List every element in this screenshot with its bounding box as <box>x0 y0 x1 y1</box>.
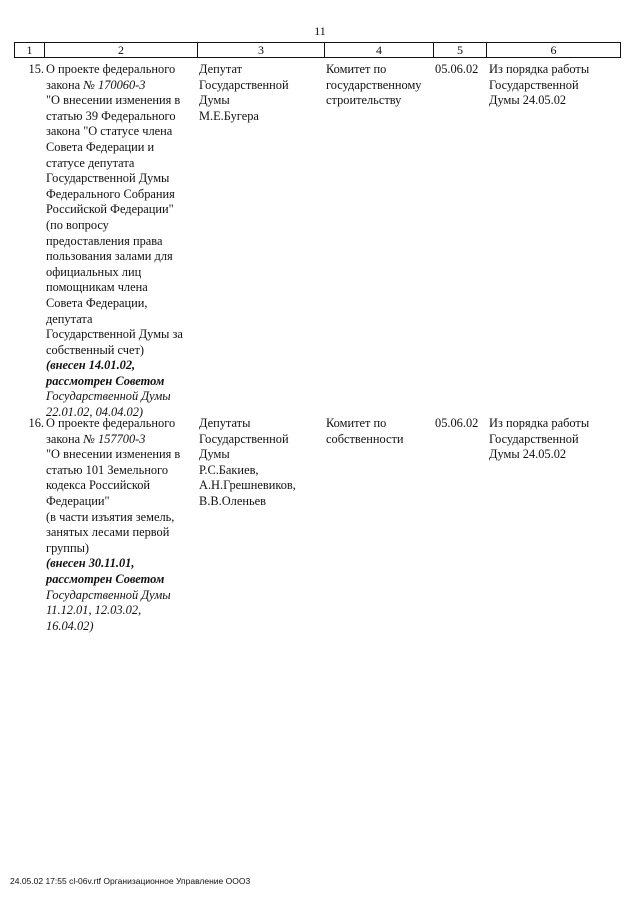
cell-line: Государственной <box>199 431 289 446</box>
cell-line: (по вопросу <box>46 217 109 232</box>
cell-line: В.В.Оленьев <box>199 493 266 508</box>
cell-line: О проекте федерального <box>46 62 176 76</box>
cell-line: Совета Федерации, <box>46 295 148 310</box>
cell-line: Государственной Думы <box>46 389 171 404</box>
review-date: 05.06.02 <box>435 62 479 76</box>
cell-line: группы) <box>46 540 90 555</box>
cell-line: кодекса Российской <box>46 478 151 493</box>
responsible-committee <box>326 62 434 109</box>
cell-line: (внесен 14.01.02, <box>46 358 136 373</box>
column-header-3: 3 <box>198 43 325 58</box>
cell-line: Федерального Собрания <box>46 186 175 201</box>
cell-line: "О внесении изменения в <box>46 447 181 462</box>
cell-line: "О внесении изменения в <box>46 93 181 108</box>
cell-line: занятых лесами первой <box>46 525 170 540</box>
cell-line: Российской Федерации" <box>46 202 174 217</box>
bill-author <box>199 416 327 510</box>
column-header-1: 1 <box>15 43 45 58</box>
review-date: 05.06.02 <box>435 416 479 430</box>
cell-line: А.Н.Грешневиков, <box>199 478 296 493</box>
bill-title <box>46 416 198 634</box>
column-header-2: 2 <box>45 43 198 58</box>
cell-line: Из порядка работы <box>489 62 590 76</box>
document-footer: 24.05.02 17:55 cl-06v.rtf Организационное Управление ООО3 <box>10 876 251 886</box>
column-header-table <box>14 42 621 58</box>
cell-line: Федерации" <box>46 493 110 508</box>
cell-line: (в части изъятия земель, <box>46 509 175 524</box>
cell-line: рассмотрен Советом <box>46 571 165 586</box>
cell-line: строительству <box>326 93 402 108</box>
bill-number: № 157700-3 <box>83 431 146 446</box>
cell-line: Комитет по <box>326 416 387 430</box>
cell-line: Из порядка работы <box>489 416 590 430</box>
cell-line: Думы 24.05.02 <box>489 447 567 462</box>
column-header-4: 4 <box>325 43 434 58</box>
column-header-6: 6 <box>487 43 621 58</box>
cell-line: депутата <box>46 311 93 326</box>
line-text: закона <box>46 431 84 446</box>
cell-line: закона "О статусе члена <box>46 124 173 139</box>
cell-line: статью 39 Федерального <box>46 108 176 123</box>
cell-line: официальных лиц <box>46 264 142 279</box>
cell-line: статусе депутата <box>46 155 135 170</box>
cell-line: О проекте федерального <box>46 416 176 430</box>
cell-line: рассмотрен Советом <box>46 373 165 388</box>
row-number: 16. <box>28 416 44 430</box>
cell-line <box>46 78 198 94</box>
schedule-note <box>489 62 620 109</box>
responsible-committee <box>326 416 434 447</box>
cell-line: статью 101 Земельного <box>46 462 169 477</box>
cell-line: Думы <box>199 93 230 108</box>
cell-line: Комитет по <box>326 62 387 76</box>
cell-line: помощникам члена <box>46 280 148 295</box>
cell-line: 16.04.02) <box>46 618 94 633</box>
column-header-5: 5 <box>434 43 487 58</box>
cell-line: пользования залами для <box>46 249 173 264</box>
bill-title <box>46 62 198 421</box>
cell-line: Совета Федерации и <box>46 139 155 154</box>
cell-line: Государственной Думы <box>46 587 171 602</box>
schedule-note <box>489 416 620 463</box>
cell-line: М.Е.Бугера <box>199 108 259 123</box>
cell-line: Депутат <box>199 62 243 76</box>
bill-author <box>199 62 327 124</box>
cell-line: собственный счет) <box>46 342 145 357</box>
cell-line: предоставления права <box>46 233 163 248</box>
cell-line: Государственной <box>199 77 289 92</box>
cell-line: Думы 24.05.02 <box>489 93 567 108</box>
row-number: 15. <box>28 62 44 76</box>
line-text: закона <box>46 77 84 92</box>
column-header-row <box>15 43 621 58</box>
cell-line: (внесен 30.11.01, <box>46 556 135 571</box>
cell-line: государственному <box>326 77 422 92</box>
cell-line: Государственной Думы за <box>46 327 183 342</box>
cell-line: 11.12.01, 12.03.02, <box>46 603 142 618</box>
bill-number: № 170060-3 <box>83 77 146 92</box>
cell-line: 22.01.02, 04.04.02) <box>46 405 144 420</box>
page-number: 11 <box>314 24 326 38</box>
cell-line <box>46 432 198 448</box>
cell-line: собственности <box>326 431 404 446</box>
cell-line: Р.С.Бакиев, <box>199 462 259 477</box>
cell-line: Государственной <box>489 431 579 446</box>
cell-line: Государственной <box>489 77 579 92</box>
cell-line: Думы <box>199 447 230 462</box>
cell-line: Депутаты <box>199 416 251 430</box>
cell-line: Государственной Думы <box>46 171 170 186</box>
